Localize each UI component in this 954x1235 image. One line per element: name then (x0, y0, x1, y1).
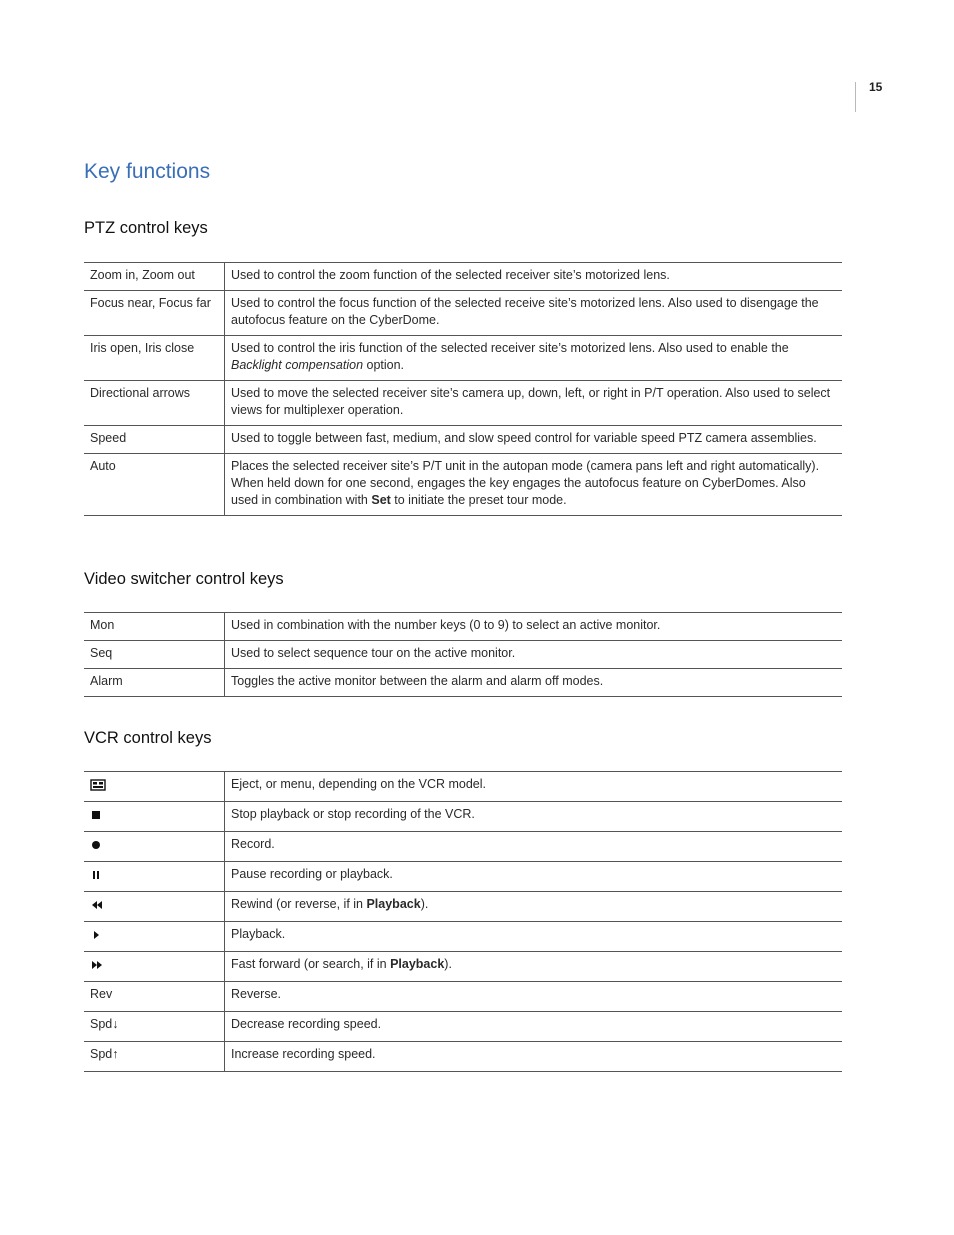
key-description: Decrease recording speed. (225, 1012, 843, 1042)
key-description: Used in combination with the number keys (0 to 9) to select an active monitor. (225, 613, 843, 641)
key-name: Iris open, Iris close (84, 336, 225, 381)
key-name: Alarm (84, 669, 225, 697)
header-divider (855, 82, 856, 112)
key-name: Speed (84, 426, 225, 454)
table-row (84, 862, 842, 892)
table-row (84, 381, 842, 426)
table-row (84, 952, 842, 982)
video-keys-table (84, 612, 842, 697)
key-description: Pause recording or playback. (225, 862, 843, 892)
key-name: Spd↑ (84, 1042, 225, 1072)
table-row (84, 263, 842, 291)
pause-icon (90, 869, 102, 881)
key-description: Stop playback or stop recording of the VCR. (225, 802, 843, 832)
key-name: Spd↓ (84, 1012, 225, 1042)
table-row (84, 454, 842, 516)
bold-key-text: Playback (366, 897, 421, 911)
key-name: Zoom in, Zoom out (84, 263, 225, 291)
table-row (84, 336, 842, 381)
table-row (84, 982, 842, 1012)
key-description: Playback. (225, 922, 843, 952)
key-description: Used to control the focus function of the selected receive site’s motorized lens. Also used to disengage the autofocus feature on the CyberDome. (225, 291, 843, 336)
table-row (84, 772, 842, 802)
table-row (84, 669, 842, 697)
key-description: Reverse. (225, 982, 843, 1012)
key-description: Used to select sequence tour on the active monitor. (225, 641, 843, 669)
table-row (84, 832, 842, 862)
key-description: Eject, or menu, depending on the VCR model. (225, 772, 843, 802)
key-name: Mon (84, 613, 225, 641)
key-description: Used to move the selected receiver site’s camera up, down, left, or right in P/T operation. Also used to select views for multiplexer operation. (225, 381, 843, 426)
key-name: Seq (84, 641, 225, 669)
key-name: Focus near, Focus far (84, 291, 225, 336)
key-description: Fast forward (or search, if in Playback). (225, 952, 843, 982)
key-name: Rev (84, 982, 225, 1012)
table-row (84, 922, 842, 952)
key-name: Directional arrows (84, 381, 225, 426)
table-row (84, 426, 842, 454)
table-row (84, 641, 842, 669)
bold-key-text: Set (371, 493, 391, 507)
table-row (84, 1042, 842, 1072)
rewind-icon (90, 899, 104, 911)
stop-icon (90, 809, 102, 821)
key-description: Used to control the zoom function of the selected receiver site’s motorized lens. (225, 263, 843, 291)
key-description: Places the selected receiver site’s P/T unit in the autopan mode (camera pans left and right automatically). When held down for one second, engages the key engages the autofocus feature on CyberDomes. Also used in combination with Set to initiate the preset tour mode. (225, 454, 843, 516)
emphasis-text: Backlight compensation (231, 358, 364, 372)
eject-menu-icon (90, 779, 106, 791)
page-number: 15 (869, 80, 883, 94)
table-row (84, 892, 842, 922)
vcr-section-heading: VCR control keys (84, 729, 212, 747)
key-description: Used to toggle between fast, medium, and slow speed control for variable speed PTZ camera assemblies. (225, 426, 843, 454)
key-name: Auto (84, 454, 225, 516)
record-icon (90, 839, 102, 851)
table-row (84, 1012, 842, 1042)
key-description: Used to control the iris function of the selected receiver site’s motorized lens. Also used to enable the Backlight compensation option. (225, 336, 843, 381)
table-row (84, 613, 842, 641)
video-section-heading: Video switcher control keys (84, 570, 284, 588)
play-icon (90, 929, 102, 941)
key-description: Toggles the active monitor between the alarm and alarm off modes. (225, 669, 843, 697)
table-row (84, 802, 842, 832)
bold-key-text: Playback (390, 957, 445, 971)
vcr-keys-table (84, 771, 842, 1072)
ptz-keys-table (84, 262, 842, 516)
key-description: Rewind (or reverse, if in Playback). (225, 892, 843, 922)
ptz-section-heading: PTZ control keys (84, 219, 208, 237)
table-row (84, 291, 842, 336)
key-description: Record. (225, 832, 843, 862)
key-description: Increase recording speed. (225, 1042, 843, 1072)
page-title: Key functions (84, 160, 211, 183)
fast-forward-icon (90, 959, 104, 971)
